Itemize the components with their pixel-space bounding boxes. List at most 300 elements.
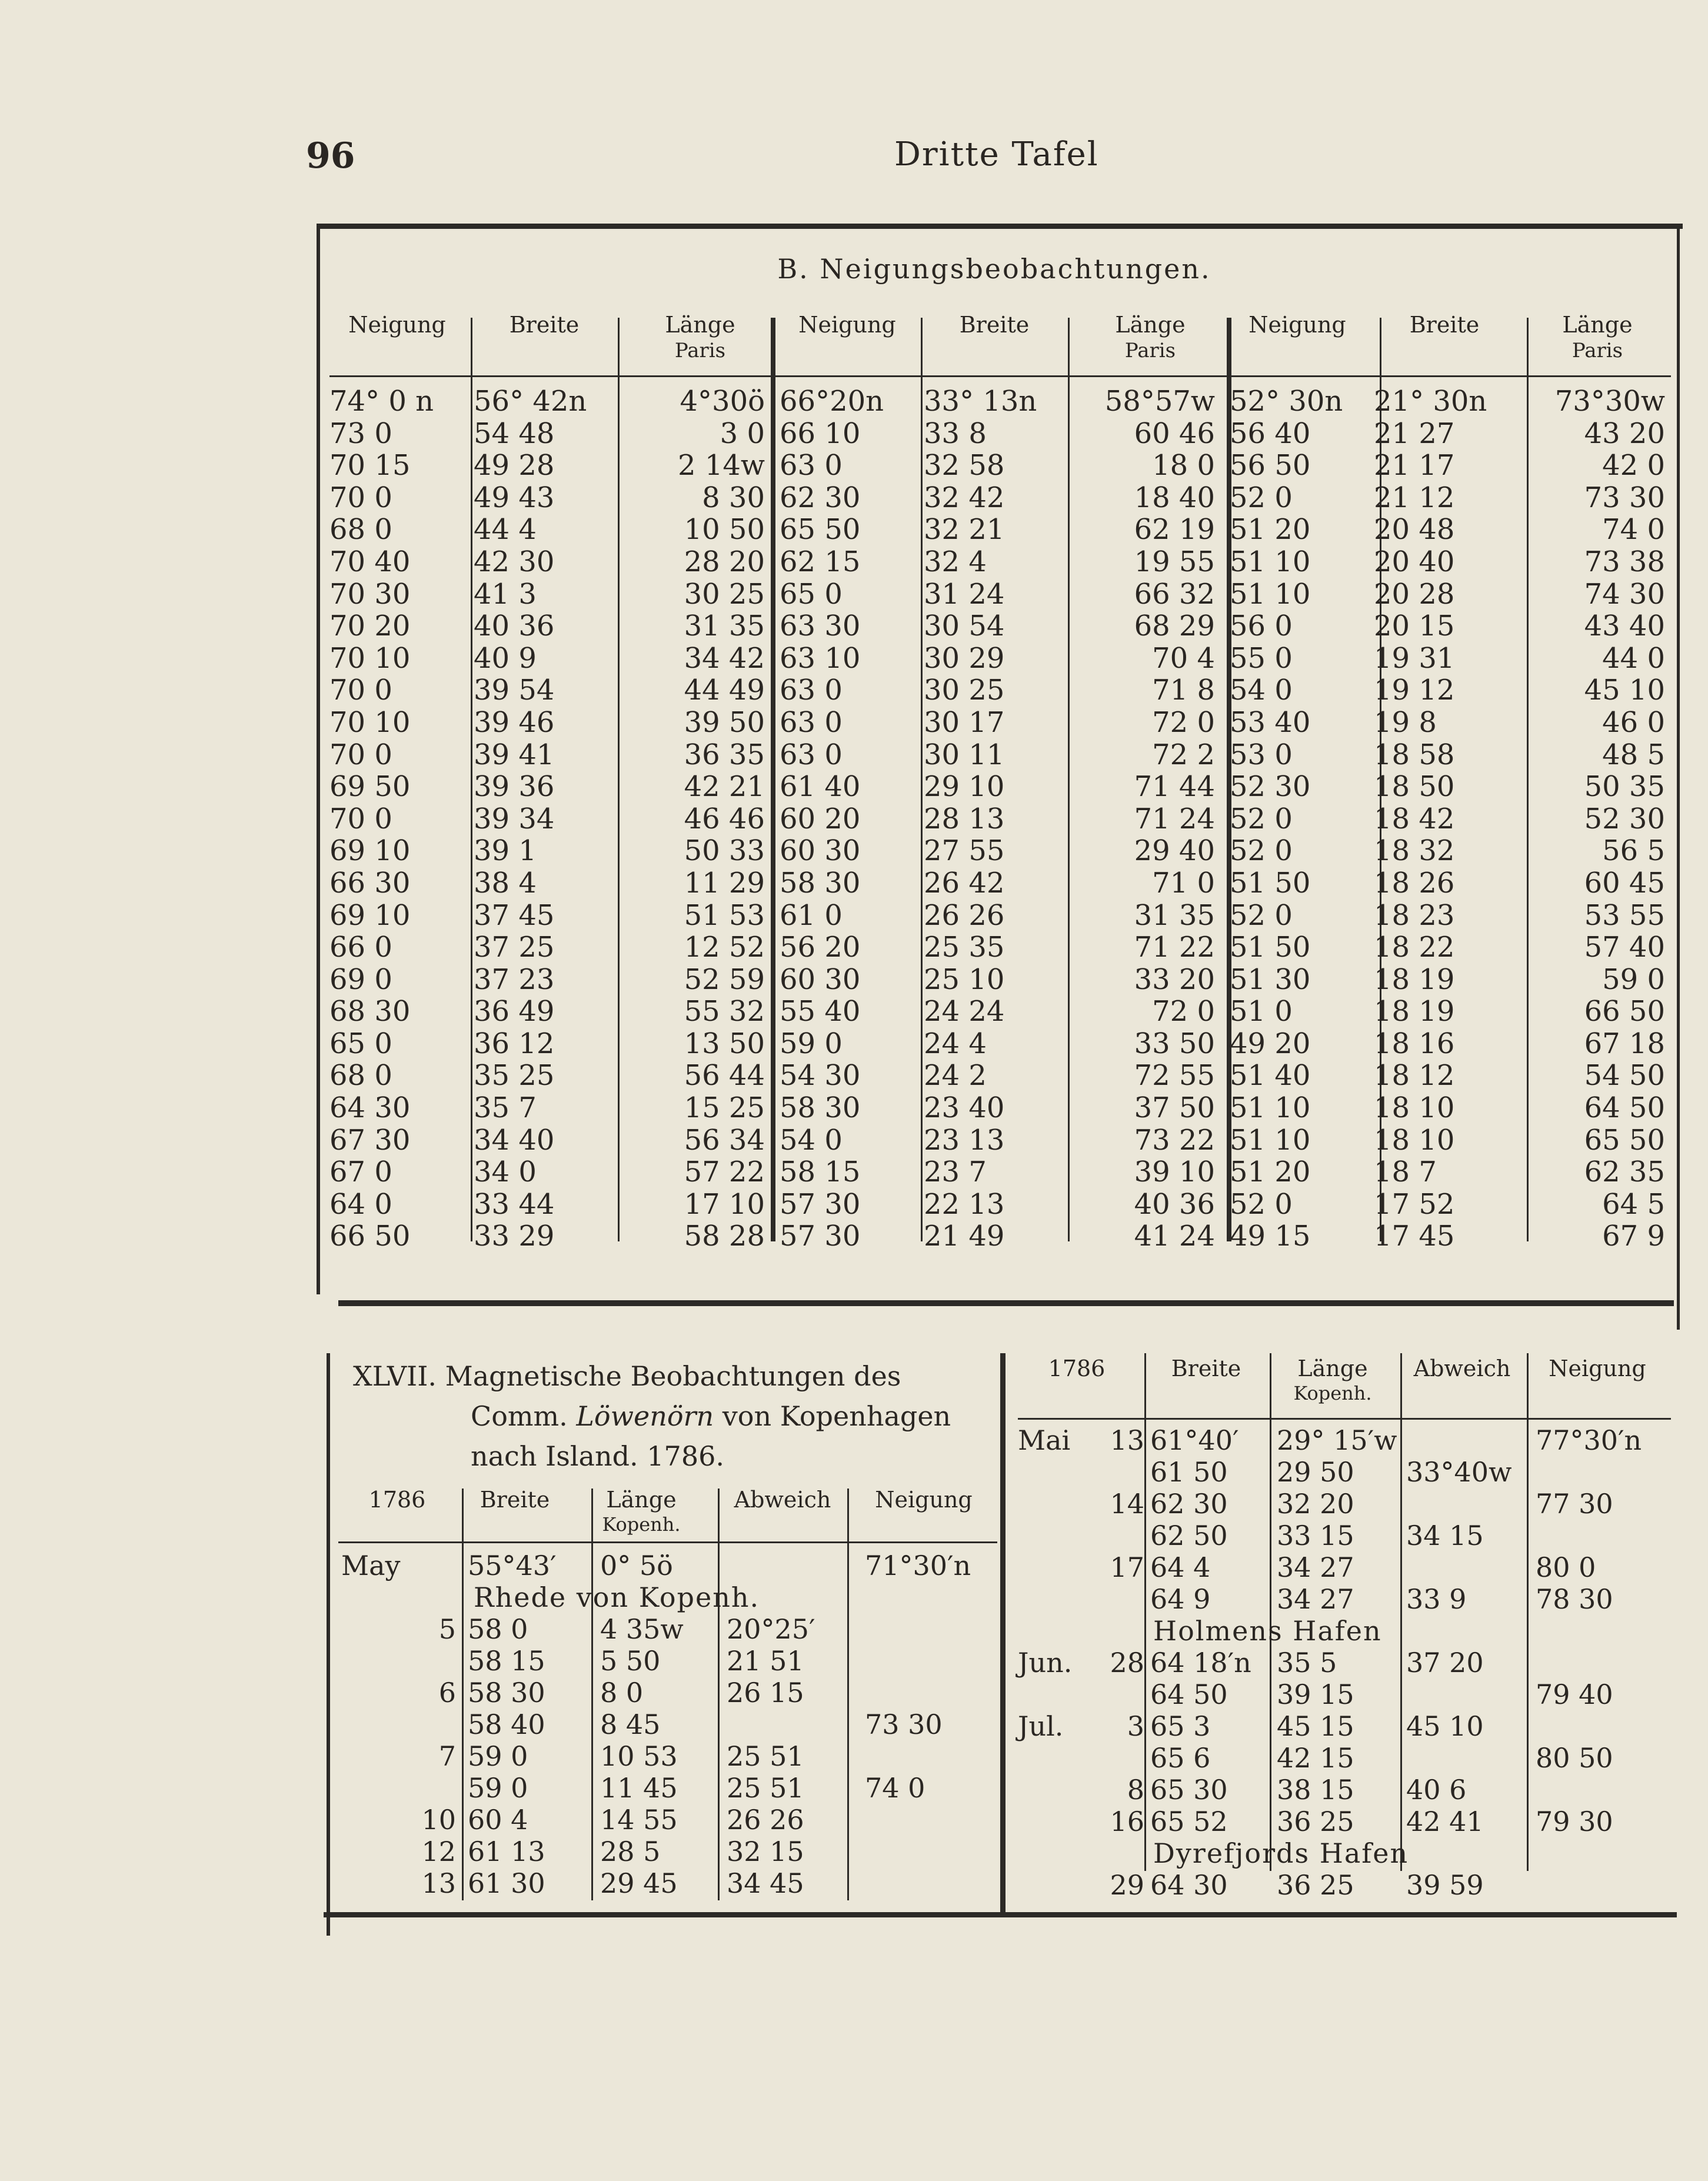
- table-cell: 39 15: [1277, 1679, 1354, 1710]
- table-cell: 17 45: [1374, 1220, 1455, 1253]
- table-cell: 36 25: [1277, 1806, 1354, 1837]
- table-cell: 60 30: [780, 834, 861, 868]
- col-header: Breite: [1409, 312, 1480, 338]
- table-cell: 70 10: [329, 641, 411, 675]
- table-cell: 51 0: [1230, 995, 1293, 1028]
- table-cell: 52° 30n: [1230, 385, 1343, 418]
- table-cell: 53 55: [1584, 898, 1665, 932]
- table-cell: 73 30: [1584, 481, 1665, 514]
- table-cell: 39 50: [684, 705, 765, 739]
- table-cell: 26 42: [924, 866, 1005, 900]
- table-cell: May: [341, 1550, 401, 1581]
- table-cell: 36 49: [474, 995, 555, 1028]
- table-cell: 10 50: [684, 513, 765, 547]
- table-cell: 23 13: [924, 1123, 1005, 1157]
- table-cell: 8 30: [702, 481, 765, 514]
- table-cell: 68 0: [329, 513, 392, 547]
- table-cell: 28: [1110, 1647, 1144, 1679]
- table-row: [1018, 1806, 1665, 1837]
- table-cell: 73 0: [329, 417, 392, 450]
- table-cell: 67 18: [1584, 1027, 1665, 1060]
- table-cell: 60 45: [1584, 866, 1665, 900]
- table-cell: 65 50: [780, 513, 861, 547]
- table-cell: 58 30: [780, 1091, 861, 1125]
- table-row: [329, 1156, 1671, 1188]
- table-cell: 7: [438, 1740, 456, 1772]
- table-cell: 15 25: [684, 1091, 765, 1125]
- table-cell: 18 40: [1134, 481, 1215, 514]
- table-cell: 45 10: [1406, 1710, 1484, 1742]
- table-cell: 33 44: [474, 1187, 555, 1221]
- table-row: [329, 835, 1671, 867]
- table-row: [1018, 1488, 1665, 1520]
- table-row: [329, 995, 1671, 1028]
- table-cell: 21 27: [1374, 417, 1455, 450]
- table-cell: 70 40: [329, 545, 411, 578]
- table-cell: 74 0: [1602, 513, 1665, 547]
- table-cell: 39 34: [474, 802, 555, 835]
- table-cell: 30 17: [924, 705, 1005, 739]
- table-cell: 13: [1110, 1424, 1144, 1456]
- table-cell: 63 0: [780, 449, 843, 482]
- table-cell: 18 19: [1374, 995, 1455, 1028]
- table-cell: 65 6: [1150, 1742, 1211, 1774]
- mid-rule: [338, 1300, 1674, 1306]
- table-cell: 53 0: [1230, 738, 1293, 771]
- table-row: [329, 771, 1671, 803]
- table-cell: 60 46: [1134, 417, 1215, 450]
- table-cell: 61 13: [468, 1836, 545, 1867]
- table-cell: 59 0: [1602, 963, 1665, 996]
- table-cell: 65 30: [1150, 1774, 1228, 1806]
- col-header: Länge Kopenh.: [602, 1487, 681, 1536]
- table-cell: 29° 15′w: [1277, 1424, 1397, 1456]
- page-header: [0, 135, 1708, 182]
- table-cell: 59 0: [468, 1740, 528, 1772]
- table-cell: 13 50: [684, 1027, 765, 1060]
- table-row: [329, 1124, 1671, 1157]
- section-b-table-header: [329, 312, 1671, 371]
- table-cell: 10 53: [600, 1740, 678, 1772]
- table-cell: 74 0: [865, 1772, 925, 1804]
- table-row: [329, 546, 1671, 578]
- table-cell: 69 10: [329, 898, 411, 932]
- table-cell: 33 8: [924, 417, 987, 450]
- table-cell: 45 15: [1277, 1710, 1354, 1742]
- table-row: [329, 964, 1671, 996]
- table-cell: 52 0: [1230, 1187, 1293, 1221]
- table-row: [341, 1581, 994, 1613]
- table-cell: 42 30: [474, 545, 555, 578]
- table-cell: 70 4: [1152, 641, 1215, 675]
- table-cell: 65 3: [1150, 1710, 1211, 1742]
- col-header: Abweich: [1413, 1356, 1511, 1381]
- table-cell: 32 15: [727, 1836, 804, 1867]
- table-row: [1018, 1424, 1665, 1456]
- table-row: [1018, 1679, 1665, 1710]
- table-row: [329, 900, 1671, 932]
- table-cell: 49 15: [1230, 1220, 1311, 1253]
- table-row: [341, 1867, 994, 1899]
- table-cell: 18 42: [1374, 802, 1455, 835]
- table-cell: 36 12: [474, 1027, 555, 1060]
- table-cell: 58 28: [684, 1220, 765, 1253]
- table-cell: 43 20: [1584, 417, 1665, 450]
- table-row: [329, 482, 1671, 514]
- table-cell: 58°57w: [1104, 385, 1215, 418]
- table-cell: 39 59: [1406, 1869, 1484, 1901]
- table-cell: 18 26: [1374, 866, 1455, 900]
- table-cell: 29 45: [600, 1867, 678, 1899]
- table-cell: 51 20: [1230, 513, 1311, 547]
- table-cell: 37 20: [1406, 1647, 1484, 1679]
- table-cell: 66°20n: [780, 385, 884, 418]
- table-cell: 18 10: [1374, 1091, 1455, 1125]
- table-cell: 18 19: [1374, 963, 1455, 996]
- table-cell: 57 22: [684, 1156, 765, 1189]
- table-cell: 66 0: [329, 931, 392, 964]
- table-row: [329, 514, 1671, 546]
- table-cell: 27 55: [924, 834, 1005, 868]
- table-cell: 35 5: [1277, 1647, 1337, 1679]
- table-cell: 18 32: [1374, 834, 1455, 868]
- table-row: [1018, 1520, 1665, 1551]
- col-header: Breite: [1171, 1356, 1241, 1381]
- divider-xlvii: [1000, 1353, 1006, 1912]
- table-cell: 12 52: [684, 931, 765, 964]
- table-cell: 56 44: [684, 1059, 765, 1093]
- table-cell: 58 40: [468, 1709, 545, 1740]
- place-note: Rhede von Kopenh.: [474, 1581, 760, 1613]
- table-cell: 68 29: [1134, 610, 1215, 643]
- col-header: 1786: [368, 1487, 426, 1513]
- table-cell: 72 0: [1152, 995, 1215, 1028]
- table-cell: 51 30: [1230, 963, 1311, 996]
- table-cell: 32 4: [924, 545, 987, 578]
- table-cell: 59 0: [468, 1772, 528, 1804]
- table-row: [329, 931, 1671, 964]
- table-cell: 33° 13n: [924, 385, 1037, 418]
- table-cell: 39 10: [1134, 1156, 1215, 1189]
- table-cell: 69 10: [329, 834, 411, 868]
- frame-right-b: [1677, 224, 1680, 1330]
- table-cell: 24 24: [924, 995, 1005, 1028]
- table-row: [329, 1188, 1671, 1221]
- table-cell: 4°30ö: [680, 385, 765, 418]
- section-b-title: B. Neigungsbeobachtungen.: [777, 253, 1211, 285]
- table-cell: 21 12: [1374, 481, 1455, 514]
- table-cell: 12: [421, 1836, 456, 1867]
- table-row: [341, 1677, 994, 1709]
- table-cell: 62 15: [780, 545, 861, 578]
- table-cell: 49 20: [1230, 1027, 1311, 1060]
- frame-left-xlvii: [327, 1353, 330, 1936]
- table-cell: 32 58: [924, 449, 1005, 482]
- table-cell: 39 41: [474, 738, 555, 771]
- table-cell: 70 0: [329, 738, 392, 771]
- table-cell: 35 7: [474, 1091, 537, 1125]
- table-cell: 54 48: [474, 417, 555, 450]
- table-cell: 63 30: [780, 610, 861, 643]
- table-cell: 71 24: [1134, 802, 1215, 835]
- table-row: [329, 1220, 1671, 1253]
- table-cell: 33 20: [1134, 963, 1215, 996]
- table-cell: 13: [421, 1867, 456, 1899]
- table-cell: 32 42: [924, 481, 1005, 514]
- table-row: [341, 1836, 994, 1867]
- table-cell: 74 30: [1584, 577, 1665, 611]
- table-cell: 31 24: [924, 577, 1005, 611]
- table-cell: 3: [1127, 1710, 1144, 1742]
- table-cell: 36 35: [684, 738, 765, 771]
- table-cell: 44 0: [1602, 641, 1665, 675]
- table-row: [341, 1613, 994, 1645]
- table-cell: 18 23: [1374, 898, 1455, 932]
- table-cell: 69 50: [329, 770, 411, 804]
- table-cell: 56 5: [1602, 834, 1665, 868]
- header-underline-b: [329, 375, 1671, 377]
- table-row: [1018, 1837, 1665, 1869]
- table-cell: 25 10: [924, 963, 1005, 996]
- col-header: Breite: [509, 312, 580, 338]
- table-cell: 41 3: [474, 577, 537, 611]
- col-header: Länge Paris: [1115, 312, 1186, 362]
- table-cell: 56° 42n: [474, 385, 587, 418]
- col-header: Länge Paris: [1562, 312, 1633, 362]
- table-cell: 37 23: [474, 963, 555, 996]
- table-cell: 60 30: [780, 963, 861, 996]
- table-cell: 65 50: [1584, 1123, 1665, 1157]
- table-cell: 26 26: [924, 898, 1005, 932]
- table-cell: 61 30: [468, 1867, 545, 1899]
- table-cell: 19 12: [1374, 674, 1455, 707]
- table-cell: 42 15: [1277, 1742, 1354, 1774]
- xlvii-title-text: XLVII. Magnetische Beobachtungen des Comm. Löwenörn von Kopenhagen nach Island. 1786.: [353, 1360, 951, 1472]
- table-cell: 40 6: [1406, 1774, 1467, 1806]
- table-cell: 11 45: [600, 1772, 678, 1804]
- table-cell: 24 2: [924, 1059, 987, 1093]
- table-cell: 28 5: [600, 1836, 661, 1867]
- table-cell: 29 10: [924, 770, 1005, 804]
- table-cell: 5: [438, 1613, 456, 1645]
- table-cell: 30 11: [924, 738, 1005, 771]
- table-cell: 16: [1110, 1806, 1144, 1837]
- table-cell: 63 10: [780, 641, 861, 675]
- col-header: 1786: [1048, 1356, 1106, 1381]
- table-cell: 8: [1127, 1774, 1144, 1806]
- table-row: [329, 449, 1671, 482]
- table-cell: 70 0: [329, 802, 392, 835]
- table-cell: 70 0: [329, 674, 392, 707]
- table-cell: 42 0: [1602, 449, 1665, 482]
- table-cell: 35 25: [474, 1059, 555, 1093]
- table-row: [329, 1060, 1671, 1092]
- table-cell: 6: [438, 1677, 456, 1709]
- table-cell: 66 30: [329, 866, 411, 900]
- table-cell: 65 0: [780, 577, 843, 611]
- table-cell: 64 30: [329, 1091, 411, 1125]
- table-cell: 51 53: [684, 898, 765, 932]
- table-cell: 48 5: [1602, 738, 1665, 771]
- table-row: [1018, 1456, 1665, 1488]
- table-cell: 65 52: [1150, 1806, 1228, 1837]
- table-cell: 64 50: [1584, 1091, 1665, 1125]
- ship-name: Löwenörn: [576, 1400, 714, 1432]
- table-cell: 33 50: [1134, 1027, 1215, 1060]
- table-cell: 30 25: [924, 674, 1005, 707]
- table-row: [329, 578, 1671, 611]
- table-cell: 58 15: [468, 1645, 545, 1677]
- table-cell: 55 40: [780, 995, 861, 1028]
- table-cell: 51 10: [1230, 577, 1311, 611]
- table-row: [329, 867, 1671, 900]
- table-cell: 68 30: [329, 995, 411, 1028]
- table-cell: 70 0: [329, 481, 392, 514]
- place-note: Dyrefjords Hafen: [1153, 1837, 1409, 1869]
- left-header-underline: [338, 1541, 997, 1543]
- table-cell: 18 50: [1374, 770, 1455, 804]
- table-cell: 72 0: [1152, 705, 1215, 739]
- table-row: [329, 707, 1671, 739]
- table-cell: 66 50: [1584, 995, 1665, 1028]
- table-cell: 52 0: [1230, 802, 1293, 835]
- table-cell: 57 30: [780, 1187, 861, 1221]
- table-cell: 18 7: [1374, 1156, 1437, 1189]
- table-cell: 50 33: [684, 834, 765, 868]
- table-cell: 32 20: [1277, 1488, 1354, 1520]
- table-row: [341, 1772, 994, 1804]
- table-cell: 37 45: [474, 898, 555, 932]
- table-cell: 63 0: [780, 705, 843, 739]
- table-cell: 25 51: [727, 1740, 804, 1772]
- table-cell: 52 0: [1230, 898, 1293, 932]
- table-cell: 70 30: [329, 577, 411, 611]
- table-cell: 51 20: [1230, 1156, 1311, 1189]
- table-cell: 33°40w: [1406, 1456, 1512, 1488]
- table-cell: 40 36: [1134, 1187, 1215, 1221]
- table-cell: 45 10: [1584, 674, 1665, 707]
- table-cell: 51 10: [1230, 545, 1311, 578]
- table-cell: 71 0: [1152, 866, 1215, 900]
- table-cell: 64 0: [329, 1187, 392, 1221]
- table-cell: 80 50: [1536, 1742, 1613, 1774]
- table-cell: 62 19: [1134, 513, 1215, 547]
- xlvii-right-header: [1018, 1356, 1665, 1409]
- table-cell: 67 9: [1602, 1220, 1665, 1253]
- table-cell: 34 27: [1277, 1551, 1354, 1583]
- table-cell: 64 18′n: [1150, 1647, 1251, 1679]
- table-cell: 17 52: [1374, 1187, 1455, 1221]
- table-cell: 2 14w: [678, 449, 765, 482]
- table-cell: 19 8: [1374, 705, 1437, 739]
- table-row: [329, 803, 1671, 835]
- table-cell: 14 55: [600, 1804, 678, 1836]
- table-cell: 34 27: [1277, 1583, 1354, 1615]
- table-cell: 70 15: [329, 449, 411, 482]
- table-cell: 18 12: [1374, 1059, 1455, 1093]
- table-cell: 36 25: [1277, 1869, 1354, 1901]
- table-cell: 52 0: [1230, 834, 1293, 868]
- table-cell: 46 46: [684, 802, 765, 835]
- table-cell: 63 0: [780, 674, 843, 707]
- table-cell: 50 35: [1584, 770, 1665, 804]
- table-cell: 34 0: [474, 1156, 537, 1189]
- table-cell: 21° 30n: [1374, 385, 1487, 418]
- table-cell: 43 40: [1584, 610, 1665, 643]
- table-cell: 5 50: [600, 1645, 661, 1677]
- table-cell: 54 0: [1230, 674, 1293, 707]
- table-cell: 0° 5ö: [600, 1550, 673, 1581]
- table-cell: 30 25: [684, 577, 765, 611]
- section-b-table: [329, 385, 1671, 1253]
- table-cell: 24 4: [924, 1027, 987, 1060]
- table-cell: 80 0: [1536, 1551, 1596, 1583]
- table-cell: 29: [1110, 1869, 1144, 1901]
- table-cell: 54 30: [780, 1059, 861, 1093]
- table-cell: 73 30: [865, 1709, 943, 1740]
- table-cell: 64 9: [1150, 1583, 1211, 1615]
- table-cell: 68 0: [329, 1059, 392, 1093]
- table-cell: 23 40: [924, 1091, 1005, 1125]
- table-cell: 39 46: [474, 705, 555, 739]
- table-cell: 66 10: [780, 417, 861, 450]
- table-cell: 53 40: [1230, 705, 1311, 739]
- table-cell: 60 20: [780, 802, 861, 835]
- table-cell: 28 20: [684, 545, 765, 578]
- table-cell: 67 30: [329, 1123, 411, 1157]
- table-cell: 49 43: [474, 481, 555, 514]
- table-cell: 71 8: [1152, 674, 1215, 707]
- table-cell: 61 40: [780, 770, 861, 804]
- table-cell: 61 50: [1150, 1456, 1228, 1488]
- table-cell: 73 38: [1584, 545, 1665, 578]
- col-header: Neigung: [1549, 1356, 1646, 1381]
- table-cell: 73°30w: [1554, 385, 1665, 418]
- table-cell: 64 50: [1150, 1679, 1228, 1710]
- table-cell: 52 0: [1230, 481, 1293, 514]
- table-row: [329, 1092, 1671, 1124]
- table-cell: 26 26: [727, 1804, 804, 1836]
- bottom-rule: [324, 1912, 1677, 1917]
- table-cell: 62 35: [1584, 1156, 1665, 1189]
- table-cell: 52 30: [1230, 770, 1311, 804]
- table-cell: 21 17: [1374, 449, 1455, 482]
- table-cell: 3 0: [720, 417, 765, 450]
- table-cell: 34 42: [684, 641, 765, 675]
- table-row: [329, 418, 1671, 450]
- table-cell: 4 35w: [600, 1613, 684, 1645]
- table-cell: 18 58: [1374, 738, 1455, 771]
- top-rule-b: [318, 224, 1683, 229]
- table-cell: 67 0: [329, 1156, 392, 1189]
- table-cell: 42 41: [1406, 1806, 1484, 1837]
- table-cell: 23 7: [924, 1156, 987, 1189]
- table-cell: 17: [1110, 1551, 1144, 1583]
- table-cell: 22 13: [924, 1187, 1005, 1221]
- table-cell: 18 0: [1152, 449, 1215, 482]
- table-cell: 61 0: [780, 898, 843, 932]
- table-cell: Jul.: [1018, 1710, 1064, 1742]
- table-cell: 72 2: [1152, 738, 1215, 771]
- table-cell: 44 49: [684, 674, 765, 707]
- table-cell: 51 10: [1230, 1123, 1311, 1157]
- table-cell: 56 34: [684, 1123, 765, 1157]
- table-cell: 56 50: [1230, 449, 1311, 482]
- table-cell: 37 25: [474, 931, 555, 964]
- table-cell: 62 50: [1150, 1520, 1228, 1551]
- table-cell: 74° 0 n: [329, 385, 434, 418]
- table-cell: 52 30: [1584, 802, 1665, 835]
